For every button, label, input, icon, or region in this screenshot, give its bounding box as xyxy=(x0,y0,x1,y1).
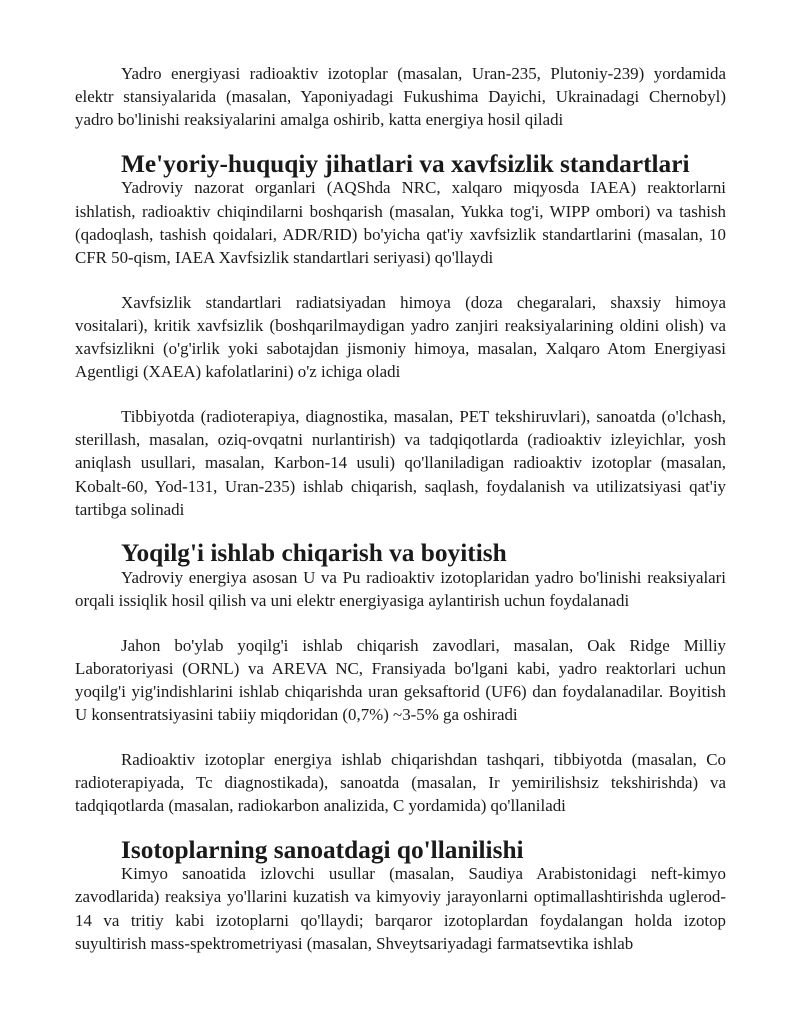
paragraph-safety-standards: Xavfsizlik standartlari radiatsiyadan himoya (doza chegaralari, shaxsiy himoya vositalari), kritik xavfsizlik (boshqarilmaydigan yadro zanjiri reaksiyalarining oldini olish) va xavfsizlikni (o'g'irlik yoki sabotajdan jismoniy himoya, masalan, Xalqaro Atom Energiyasi Agentligi (XAEA) kafolatlarini) o'z ichiga oladi xyxy=(75,292,726,382)
document-page xyxy=(75,62,726,977)
paragraph-fuel-plants: Jahon bo'ylab yoqilg'i ishlab chiqarish zavodlari, masalan, Oak Ridge Milliy Laboratoriyasi (ORNL) va AREVA NC, Fransiyada bo'lgani kabi, yadro reaktorlari uchun yoqilg'i yig'indishlarini ishlab chiqarishda uran geksaftorid (UF6) dan foydalanadilar. Boyitish U konsentratsiyasini tabiiy miqdoridan (0,7%) ~3-5% ga oshiradi xyxy=(75,635,726,725)
paragraph-chemical-industry: Kimyo sanoatida izlovchi usullar (masalan, Saudiya Arabistonidagi neft-kimyo zavodlarida) reaksiya yo'llarini kuzatish va kimyoviy jarayonlarni optimallashtirishda uglerod-14 va tritiy kabi izotoplarni qo'llaydi; barqaror izotoplardan foydalangan holda izotop suyultirish mass-spektrometriyasi (masalan, Shveytsariyadagi farmatsevtika ishlab xyxy=(75,864,726,953)
paragraph-intro: Yadro energiyasi radioaktiv izotoplar (masalan, Uran-235, Plutoniy-239) yordamida elektr stansiyalarida (masalan, Yaponiyadagi Fukushima Dayichi, Ukrainadagi Chernobyl) yadro bo'linishi reaksiyalarini amalga oshirib, katta energiya hosil qiladi xyxy=(75,64,726,130)
heading-fuel-production: Yoqilg'i ishlab chiqarish va boyitish xyxy=(121,539,507,568)
paragraph-isotope-regulation: Tibbiyotda (radioterapiya, diagnostika, masalan, PET tekshiruvlari), sanoatda (o'lchash, sterillash, masalan, oziq-ovqatni nurlantirish) va tadqiqotlarda (radioaktiv izleyichlar, yosh aniqlash usullari, masalan, Karbon-14 usuli) qo'llaniladigan radioaktiv izotoplar (masalan, Kobalt-60, Yod-131, Uran-235) ishlab chiqarish, saqlash, foydalanish va utilizatsiyasi qat'iy tartibga solinadi xyxy=(75,406,726,519)
heading-regulatory-safety: Me'yoriy-huquqiy jihatlari va xavfsizlik standartlari xyxy=(121,150,690,179)
paragraph-regulatory-bodies: Yadroviy nazorat organlari (AQShda NRC, xalqaro miqyosda IAEA) reaktorlarni ishlatish, radioaktiv chiqindilarni boshqarish (masalan, Yukka tog'i, WIPP ombori) va tashish (qadoqlash, tashish qoidalari, ADR/RID) bo'yicha qat'iy xavfsizlik standartlarini (masalan, 10 CFR 50-qism, IAEA Xavfsizlik standartlari seriyasi) qo'llaydi xyxy=(75,178,726,267)
heading-industrial-isotopes: Isotoplarning sanoatdagi qo'llanilishi xyxy=(121,835,524,864)
paragraph-nuclear-energy: Yadroviy energiya asosan U va Pu radioaktiv izotoplaridan yadro bo'linishi reaksiyalari orqali issiqlik hosil qilish va uni elektr energiyasiga aylantirish uchun foydalanadi xyxy=(75,567,726,610)
paragraph-isotope-uses: Radioaktiv izotoplar energiya ishlab chiqarishdan tashqari, tibbiyotda (masalan, Co radioterapiyada, Tc diagnostikada), sanoatda (masalan, Ir yemirilishsiz tekshirishda) va tadqiqotlarda (masalan, radiokarbon analizida, C yordamida) qo'llaniladi xyxy=(75,749,726,816)
